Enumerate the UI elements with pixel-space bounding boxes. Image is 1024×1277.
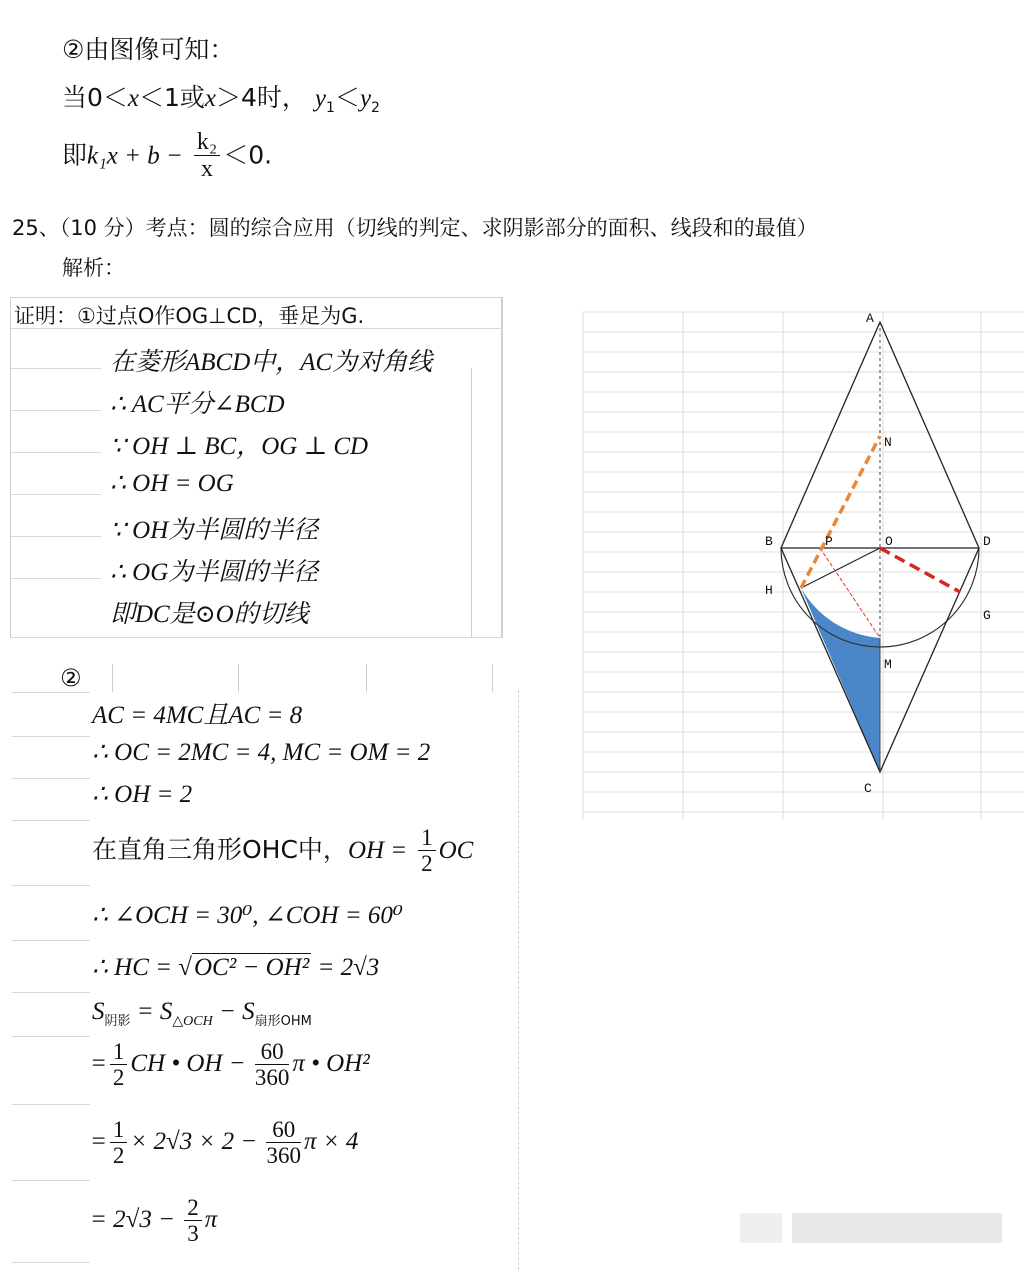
- sub-2: 2: [371, 100, 380, 116]
- grid-line: [11, 452, 101, 453]
- grid-line: [501, 298, 502, 638]
- math-expr: = S: [130, 998, 173, 1025]
- problem-header: 25、（10 分）考点：圆的综合应用（切线的判定、求阴影部分的面积、线段和的最值）: [12, 216, 818, 240]
- fraction: [184, 1196, 202, 1246]
- proof2-line8: [90, 1040, 370, 1090]
- label-d: D: [983, 534, 991, 549]
- subscript: △OCH: [172, 1014, 213, 1029]
- frac-den: 360: [266, 1143, 301, 1169]
- part-a-line3: [62, 130, 272, 183]
- subscript: 阴影: [104, 1014, 131, 1029]
- subscript: 扇形OHM: [254, 1014, 312, 1029]
- label-a: A: [866, 311, 874, 326]
- proof2-line4: [92, 826, 473, 876]
- grid-line: [12, 778, 90, 779]
- math-expr: π × 4: [303, 1127, 359, 1155]
- grid-line: [12, 692, 90, 693]
- math-expr: k₁x + b −: [87, 142, 183, 170]
- fraction: [418, 826, 436, 876]
- proof1-line: ∵ OH ⊥ BC，OG ⊥ CD: [110, 433, 369, 460]
- grid-line: [366, 664, 367, 692]
- figure-grid: [583, 312, 1024, 820]
- proof1-line: ∵ OH为半圆的半径: [110, 517, 319, 544]
- blur-block: [740, 1213, 782, 1243]
- math-expr: =: [90, 1127, 107, 1155]
- label-m: M: [884, 657, 892, 672]
- proof1-line: ∴ OH = OG: [110, 470, 234, 497]
- math-expr: = 2√3: [317, 954, 380, 981]
- blur-block: [792, 1213, 1002, 1243]
- grid-line: [492, 664, 493, 692]
- math-expr: − S: [212, 998, 255, 1025]
- label-p: P: [825, 534, 833, 549]
- proof2-marker: ②: [60, 664, 82, 692]
- fraction: [255, 1040, 290, 1090]
- math-expr: ∴ HC =: [92, 954, 173, 981]
- proof2-line2: ∴ OC = 2MC = 4, MC = OM = 2: [92, 739, 431, 766]
- radicand: OC² − OH²: [194, 954, 310, 981]
- text-seg: 在直角三角形OHC中，: [92, 835, 348, 865]
- text-seg: 即: [62, 140, 88, 170]
- frac-den: 3: [187, 1221, 199, 1247]
- grid-line: [112, 664, 113, 692]
- proof2-line6: ∴ HC = √OC² − OH² = 2√3: [92, 954, 380, 981]
- geometry-figure: [580, 300, 1024, 820]
- grid-line: [518, 690, 519, 1270]
- math-expr: CH • OH −: [130, 1049, 246, 1077]
- label-h: H: [765, 583, 773, 598]
- label-c: C: [864, 781, 872, 796]
- proof2-line9: [90, 1118, 358, 1168]
- part-a-line2: [62, 78, 380, 116]
- math-expr: OH =: [347, 837, 408, 865]
- grid-line: [12, 1180, 90, 1181]
- proof2-line10: [90, 1196, 217, 1246]
- grid-line: [12, 885, 90, 886]
- proof2-line7: [92, 998, 312, 1030]
- analysis-label: 解析：: [62, 256, 125, 280]
- text-seg: ＞4时，: [216, 83, 307, 112]
- frac-num: 1: [418, 826, 436, 851]
- math-expr: =: [90, 1049, 107, 1077]
- label-n: N: [884, 435, 892, 450]
- text-seg: 当0＜: [62, 83, 128, 112]
- frac-den: x: [201, 156, 214, 183]
- label-b: B: [765, 534, 773, 549]
- var-y2: y: [359, 85, 372, 112]
- frac-num: 1: [110, 1040, 128, 1065]
- proof1-line: ∴ AC平分∠BCD: [110, 391, 285, 418]
- part-a-line1: ②由图像可知：: [62, 35, 235, 64]
- frac-num: k₂: [194, 130, 220, 156]
- proof2-line1: AC = 4MC且AC = 8: [92, 702, 303, 729]
- text-seg: ＜0.: [223, 140, 273, 170]
- math-expr: × 2√3 × 2 −: [130, 1127, 258, 1155]
- grid-line: [11, 536, 101, 537]
- grid-line: [12, 1104, 90, 1105]
- proof1-line: 即DC是⊙O的切线: [110, 601, 309, 628]
- segment-oh: [801, 548, 880, 588]
- grid-line: [12, 1036, 90, 1037]
- grid-line: [11, 578, 101, 579]
- frac-den: 2: [112, 1143, 125, 1169]
- grid-line: [11, 410, 101, 411]
- math-expr: S: [92, 998, 105, 1025]
- fraction: [266, 1118, 301, 1168]
- proof1-title: 证明：①过点O作OG⊥CD，垂足为G.: [14, 304, 365, 328]
- grid-line: [12, 736, 90, 737]
- frac-den: 2: [421, 851, 433, 877]
- sub-1: 1: [326, 100, 335, 116]
- var-x: x: [204, 85, 217, 112]
- label-o: O: [885, 534, 893, 549]
- text-seg: ＜: [334, 83, 360, 112]
- grid-line: [11, 494, 101, 495]
- fraction: [110, 1040, 128, 1090]
- proof2-line5: ∴ ∠OCH = 30⁰, ∠COH = 60⁰: [92, 902, 403, 929]
- math-expr: π: [204, 1205, 218, 1233]
- math-expr: π • OH²: [292, 1049, 370, 1077]
- var-x: x: [127, 85, 140, 112]
- grid-line: [11, 368, 101, 369]
- proof1-line: 在菱形ABCD中，AC为对角线: [110, 349, 433, 376]
- grid-line: [12, 1262, 90, 1263]
- math-expr: OC: [438, 837, 474, 865]
- grid-line: [12, 820, 90, 821]
- frac-den: 2: [112, 1065, 125, 1091]
- frac-num: 60: [266, 1118, 301, 1143]
- grid-line: [12, 940, 90, 941]
- proof1-line: ∴ OG为半圆的半径: [110, 559, 319, 586]
- grid-line: [471, 368, 472, 638]
- frac-num: 60: [255, 1040, 290, 1065]
- label-g: G: [983, 608, 991, 623]
- proof2-line3: ∴ OH = 2: [92, 781, 193, 808]
- fraction: [194, 130, 220, 183]
- grid-line: [11, 637, 502, 638]
- fraction: [110, 1118, 128, 1168]
- grid-line: [12, 992, 90, 993]
- frac-num: 1: [110, 1118, 128, 1143]
- text-seg: ＜1或: [139, 83, 205, 112]
- math-expr: = 2√3 −: [90, 1205, 175, 1233]
- frac-num: 2: [184, 1196, 202, 1221]
- frac-den: 360: [254, 1065, 290, 1091]
- var-y1: y: [314, 85, 326, 112]
- segment-og: [880, 548, 960, 592]
- grid-line: [238, 664, 239, 692]
